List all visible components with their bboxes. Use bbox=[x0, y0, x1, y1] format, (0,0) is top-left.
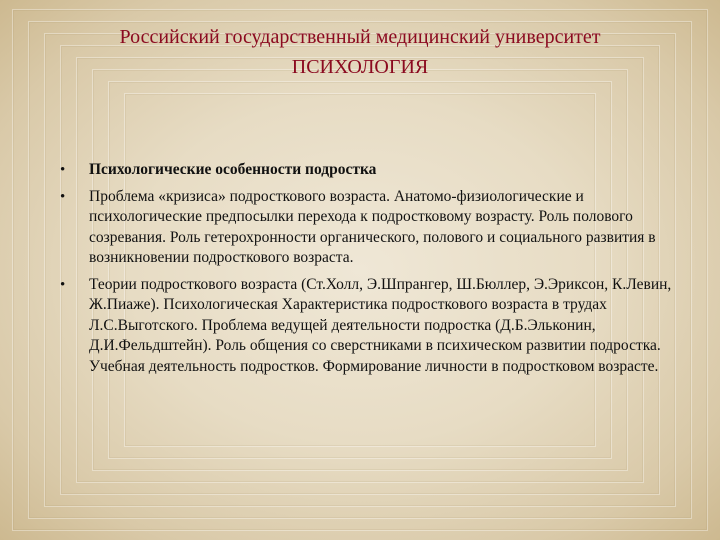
bullet-item bbox=[60, 187, 680, 269]
bullet-icon: • bbox=[60, 276, 66, 293]
bullet-content bbox=[60, 160, 680, 383]
bullet-text: Психологические особенности подростка bbox=[89, 161, 377, 178]
bullet-icon: • bbox=[60, 162, 66, 178]
bullet-item bbox=[60, 275, 680, 378]
bullet-item bbox=[60, 160, 680, 181]
bullet-text: Проблема «кризиса» подросткового возраста. Анатомо-физиологические и психологические предпосылки перехода к подростковому возрасту. Роль полового созревания. Роль гетерохронности органического, полового и социального развития в возникновении подросткового возраста. bbox=[89, 187, 656, 266]
bullet-list bbox=[60, 160, 680, 377]
slide-title bbox=[0, 22, 720, 82]
title-university: Российский государственный медицинский университет bbox=[119, 26, 601, 48]
title-subject: ПСИХОЛОГИЯ bbox=[291, 56, 429, 78]
bullet-text: Теории подросткового возраста (Ст.Холл, Э.Шпрангер, Ш.Бюллер, Э.Эриксон, К.Левин, Ж.Пиаже). Психологическая Характеристика подросткового возраста в трудах Л.С.Выготского. Проблема ведущей деятельности подростка (Д.Б.Эльконин, Д.И.Фельдштейн). Роль общения со сверстниками в психическом развитии подростка. Учебная деятельность подростков. Формирование личности в подростковом возрасте. bbox=[89, 275, 672, 375]
bullet-icon: • bbox=[60, 188, 66, 205]
